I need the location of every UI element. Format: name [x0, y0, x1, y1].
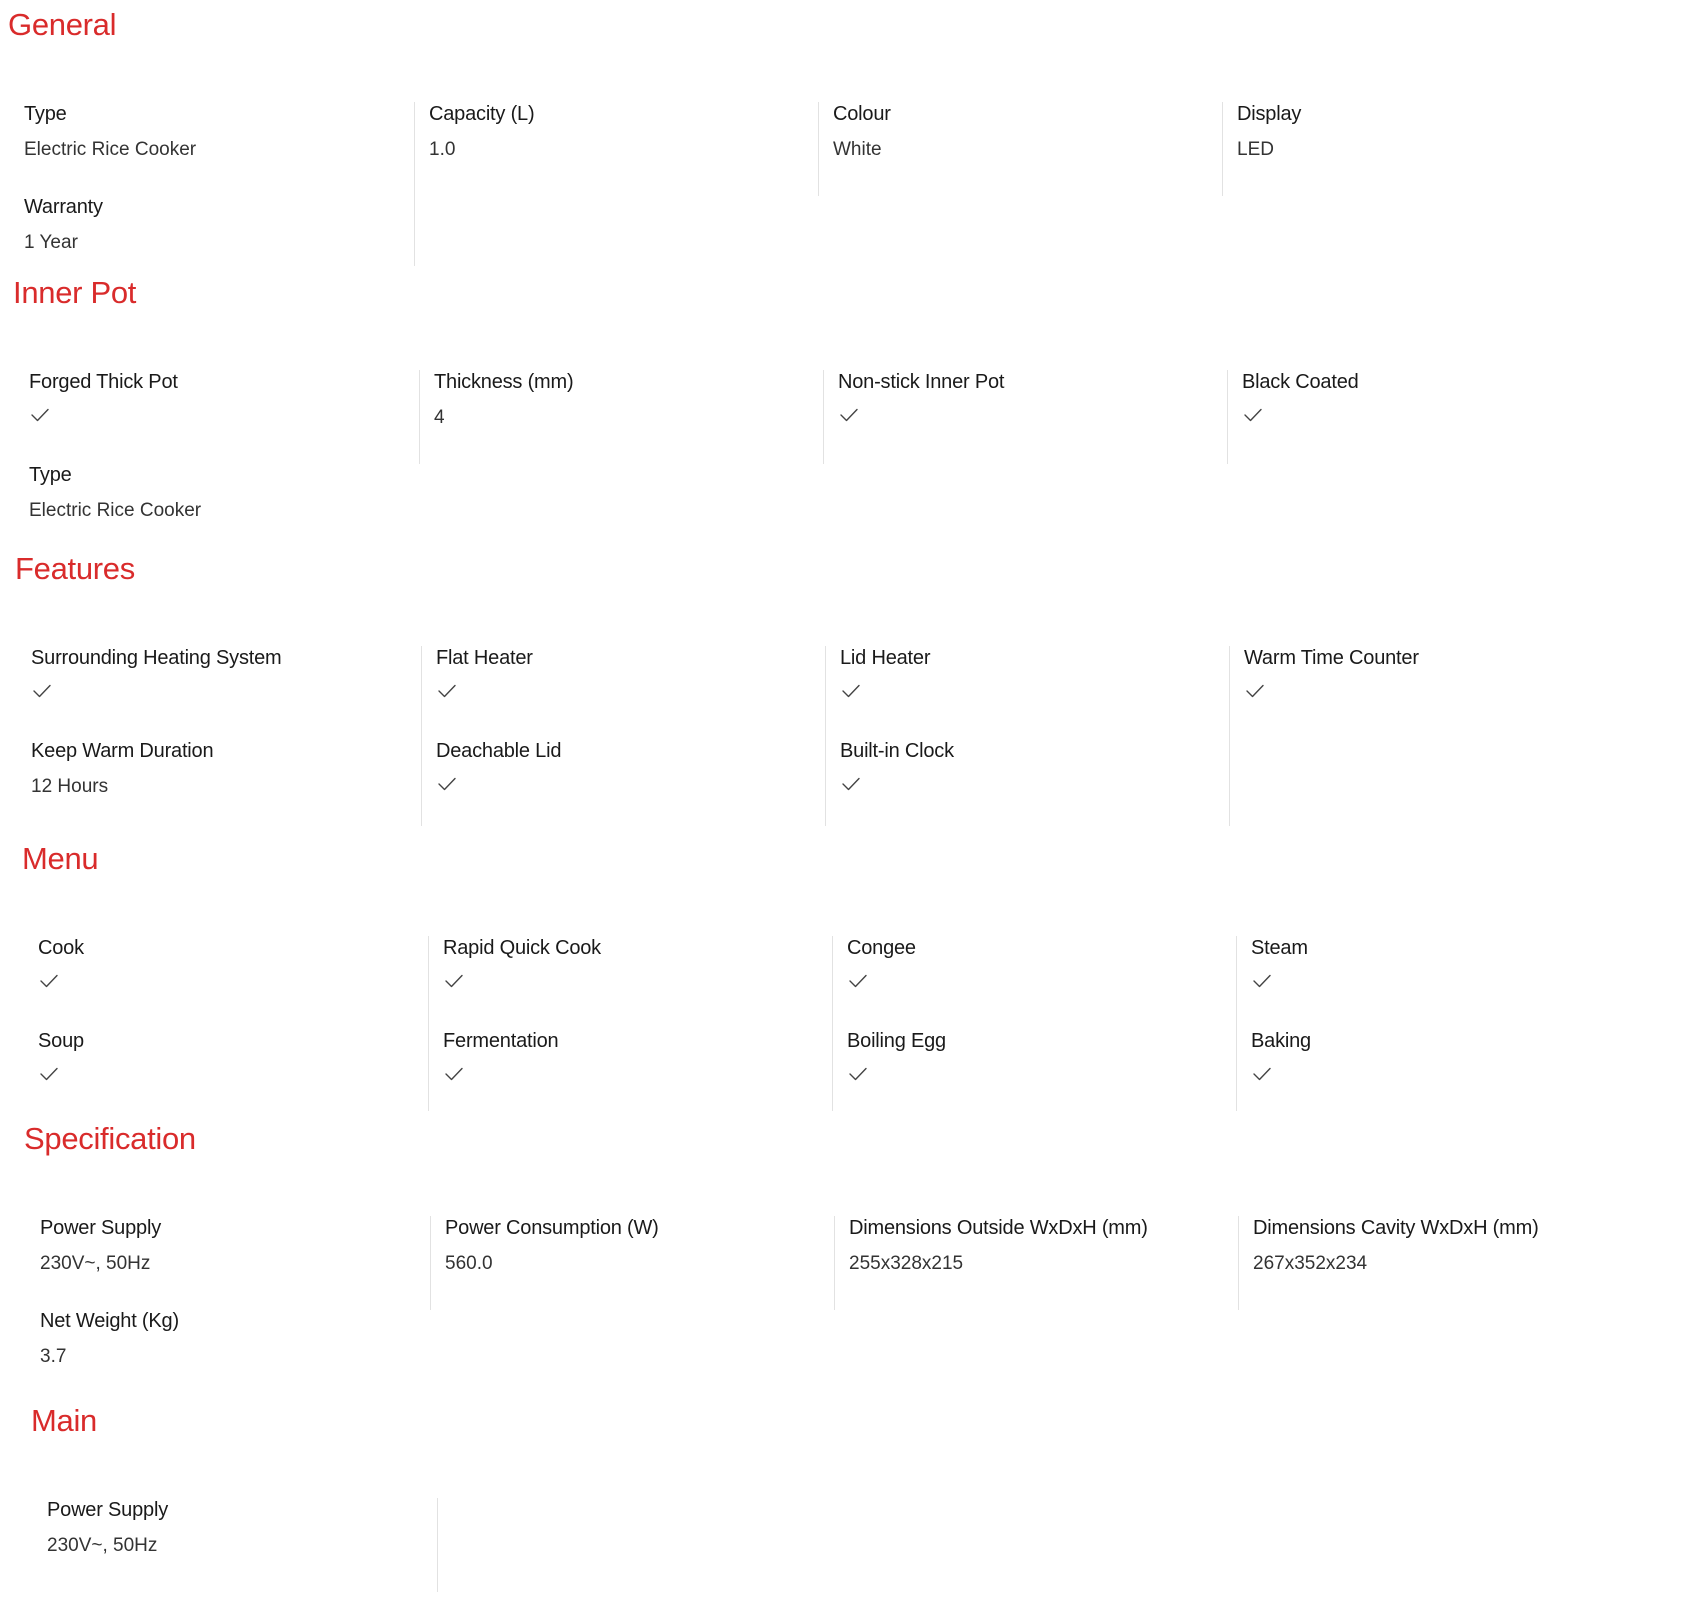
- spec-item-soup: [38, 1029, 428, 1122]
- spec-item-lid-heater: [840, 646, 1229, 739]
- check-icon: [849, 974, 867, 988]
- spec-label: Warranty: [24, 196, 103, 218]
- spec-column: [1227, 370, 1631, 464]
- spec-label: Black Coated: [1242, 371, 1359, 393]
- spec-value: White: [833, 139, 882, 160]
- spec-value: LED: [1237, 139, 1274, 160]
- check-icon: [33, 684, 51, 698]
- spec-column: [421, 646, 825, 826]
- spec-value: 267x352x234: [1253, 1253, 1368, 1274]
- section-title: Inner Pot: [13, 275, 137, 310]
- spec-item-net-weight-kg: [40, 1309, 430, 1402]
- spec-item-type: [24, 102, 414, 195]
- spec-column: [834, 1216, 1238, 1310]
- check-icon: [840, 408, 858, 422]
- section-title: General: [8, 7, 117, 42]
- spec-column: [419, 370, 823, 464]
- spec-label: Colour: [833, 103, 891, 125]
- section-title: Features: [15, 551, 135, 586]
- section-title: Specification: [24, 1121, 196, 1156]
- spec-item-built-in-clock: [840, 739, 1229, 832]
- check-icon: [445, 1067, 463, 1081]
- spec-label: Boiling Egg: [847, 1030, 946, 1052]
- spec-item-forged-thick-pot: [29, 370, 419, 463]
- check-icon: [438, 684, 456, 698]
- spec-label: Warm Time Counter: [1244, 647, 1419, 669]
- spec-label: Rapid Quick Cook: [443, 937, 601, 959]
- spec-column: [24, 936, 428, 1111]
- check-icon: [849, 1067, 867, 1081]
- spec-label: Forged Thick Pot: [29, 371, 178, 393]
- check-icon: [1244, 408, 1262, 422]
- spec-item-deachable-lid: [436, 739, 825, 832]
- spec-item-congee: [847, 936, 1236, 1029]
- check-icon: [445, 974, 463, 988]
- column-divider: [437, 1498, 438, 1592]
- spec-column: [825, 646, 1229, 826]
- check-icon: [1253, 1067, 1271, 1081]
- spec-label: Dimensions Outside WxDxH (mm): [849, 1217, 1148, 1239]
- spec-label: Thickness (mm): [434, 371, 574, 393]
- spec-item-power-consumption-w: [445, 1216, 834, 1309]
- spec-column: [33, 1498, 437, 1592]
- spec-item-rapid-quick-cook: [443, 936, 832, 1029]
- spec-column: [1238, 1216, 1642, 1310]
- spec-column: [26, 1216, 430, 1388]
- spec-item-steam: [1251, 936, 1640, 1029]
- spec-label: Net Weight (Kg): [40, 1310, 179, 1332]
- spec-item-boiling-egg: [847, 1029, 1236, 1122]
- spec-column: [1236, 936, 1640, 1111]
- spec-value: 230V~, 50Hz: [40, 1253, 151, 1274]
- check-icon: [31, 408, 49, 422]
- check-icon: [40, 1067, 58, 1081]
- spec-value: Electric Rice Cooker: [29, 500, 202, 521]
- spec-label: Congee: [847, 937, 916, 959]
- spec-label: Power Supply: [47, 1499, 168, 1521]
- spec-item-type: [29, 463, 419, 556]
- spec-item-keep-warm-duration: [31, 739, 421, 832]
- spec-column: [10, 102, 414, 266]
- spec-label: Power Supply: [40, 1217, 161, 1239]
- spec-item-black-coated: [1242, 370, 1631, 463]
- spec-column: [17, 646, 421, 826]
- spec-label: Keep Warm Duration: [31, 740, 214, 762]
- spec-label: Power Consumption (W): [445, 1217, 659, 1239]
- spec-value: 1.0: [429, 139, 456, 160]
- spec-column: [414, 102, 818, 266]
- spec-item-dimensions-cavity-wxdxh-mm: [1253, 1216, 1642, 1309]
- spec-label: Soup: [38, 1030, 84, 1052]
- check-icon: [842, 684, 860, 698]
- spec-item-non-stick-inner-pot: [838, 370, 1227, 463]
- spec-label: Built-in Clock: [840, 740, 954, 762]
- spec-label: Steam: [1251, 937, 1308, 959]
- spec-value: 12 Hours: [31, 776, 109, 797]
- spec-value: 230V~, 50Hz: [47, 1535, 158, 1556]
- check-icon: [1246, 684, 1264, 698]
- spec-value: 1 Year: [24, 232, 78, 253]
- check-icon: [1253, 974, 1271, 988]
- spec-label: Fermentation: [443, 1030, 559, 1052]
- spec-item-cook: [38, 936, 428, 1029]
- spec-label: Lid Heater: [840, 647, 931, 669]
- spec-column: [818, 102, 1222, 196]
- spec-value: 255x328x215: [849, 1253, 964, 1274]
- spec-item-capacity-l: [429, 102, 818, 195]
- spec-column: [832, 936, 1236, 1111]
- spec-item-surrounding-heating-system: [31, 646, 421, 739]
- spec-item-dimensions-outside-wxdxh-mm: [849, 1216, 1238, 1309]
- spec-label: Type: [29, 464, 72, 486]
- section-title: Main: [31, 1403, 97, 1438]
- spec-item-baking: [1251, 1029, 1640, 1122]
- spec-label: Flat Heater: [436, 647, 533, 669]
- spec-label: Surrounding Heating System: [31, 647, 282, 669]
- spec-item-power-supply: [40, 1216, 430, 1309]
- spec-value: 560.0: [445, 1253, 493, 1274]
- spec-label: Cook: [38, 937, 84, 959]
- spec-item-display: [1237, 102, 1626, 195]
- spec-label: Display: [1237, 103, 1302, 125]
- spec-item-power-supply: [47, 1498, 437, 1591]
- spec-label: Baking: [1251, 1030, 1311, 1052]
- spec-column: [823, 370, 1227, 464]
- spec-item-colour: [833, 102, 1222, 195]
- check-icon: [842, 777, 860, 791]
- spec-value: 4: [434, 407, 445, 428]
- spec-label: Non-stick Inner Pot: [838, 371, 1005, 393]
- spec-column: [1229, 646, 1633, 826]
- spec-item-flat-heater: [436, 646, 825, 739]
- check-icon: [40, 974, 58, 988]
- spec-label: Type: [24, 103, 67, 125]
- spec-label: Deachable Lid: [436, 740, 562, 762]
- spec-label: Capacity (L): [429, 103, 535, 125]
- spec-item-thickness-mm: [434, 370, 823, 463]
- spec-column: [430, 1216, 834, 1310]
- spec-value: 3.7: [40, 1346, 67, 1367]
- spec-column: [428, 936, 832, 1111]
- check-icon: [438, 777, 456, 791]
- spec-item-fermentation: [443, 1029, 832, 1122]
- section-title: Menu: [22, 841, 99, 876]
- spec-item-warm-time-counter: [1244, 646, 1633, 739]
- spec-column: [1222, 102, 1626, 196]
- spec-column: [15, 370, 419, 540]
- spec-value: Electric Rice Cooker: [24, 139, 197, 160]
- spec-label: Dimensions Cavity WxDxH (mm): [1253, 1217, 1539, 1239]
